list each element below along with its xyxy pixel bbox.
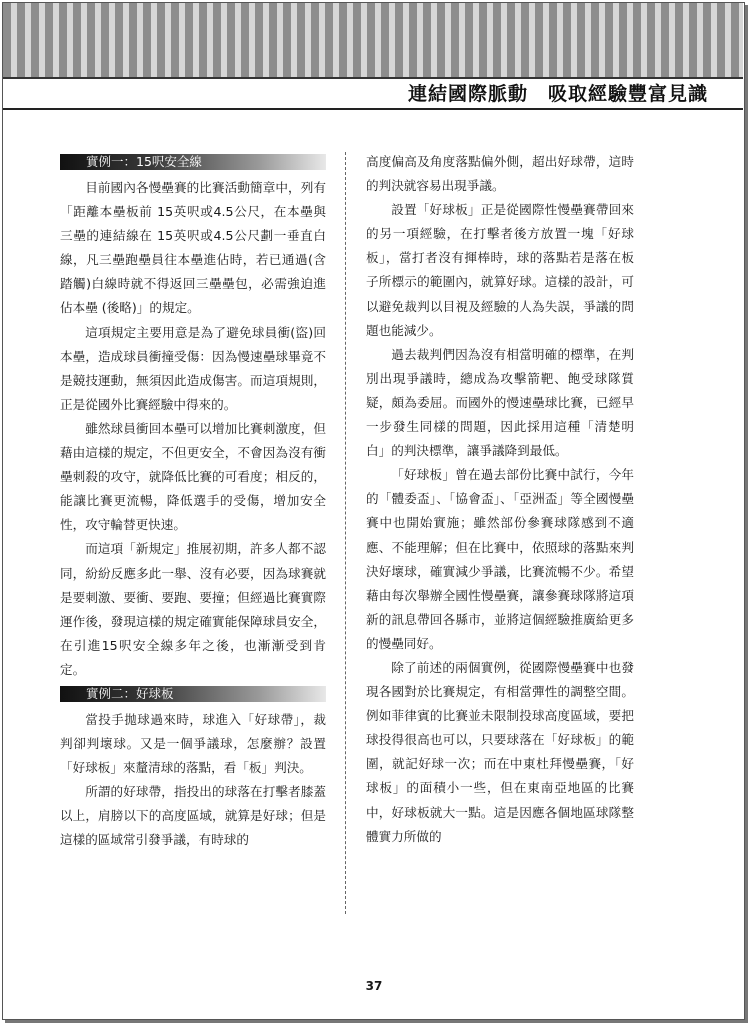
- section-heading-example-1: 實例一：15呎安全線: [60, 154, 326, 170]
- column-divider: [345, 152, 346, 914]
- section-heading-example-2: 實例二：好球板: [60, 686, 326, 702]
- paragraph: 目前國內各慢壘賽的比賽活動簡章中，列有「距離本壘板前 15英呎或4.5公尺，在本壘與三壘的連結線在 15英呎或4.5公尺劃一垂直白線，凡三壘跑壘員往本壘進佔時，若已通過(含踏觸)白線時就不得返回三壘壘包，必需強迫進佔本壘 (後略)」的規定。: [60, 180, 326, 316]
- paragraph: 而這項「新規定」推展初期，許多人都不認同，紛紛反應多此一舉、沒有必要，因為球賽就是要刺激、要衝、要跑、要撞；但經過比賽實際運作後，發現這樣的規定確實能保障球員安全，在引進15呎安全線多年之後，也漸漸受到肯定。: [60, 541, 326, 677]
- paragraph: 「好球板」曾在過去部份比賽中試行，今年的「體委盃」、「協會盃」、「亞洲盃」等全國慢壘賽中也開始實施；雖然部份參賽球隊感到不適應、不能理解；但在比賽中，依照球的落點來判決好壞球，確實減少爭議，比賽流暢不少。希望藉由每次舉辦全國性慢壘賽，讓參賽球隊將這項新的訊息帶回各縣市，並將這個經驗推廣給更多的慢壘同好。: [366, 467, 634, 651]
- left-column: [60, 150, 326, 853]
- right-column: [366, 150, 634, 849]
- paragraph: 除了前述的兩個實例，從國際慢壘賽中也發現各國對於比賽規定，有相當彈性的調整空間。例如菲律賓的比賽並未限制投球高度區域，要把球投得很高也可以，只要球落在「好球板」的範圍，就記好球一次；而在中東杜拜慢壘賽，「好球板」的面積小一些，但在東南亞地區的比賽中，好球板就大一點。這是因應各個地區球隊整體實力所做的: [366, 659, 634, 844]
- page-header-title: 連結國際脈動 吸取經驗豐富見識: [407, 83, 708, 105]
- page-number: 37: [365, 979, 383, 993]
- header-divider: [3, 108, 743, 110]
- paragraph: 雖然球員衝回本壘可以增加比賽刺激度，但藉由這樣的規定，不但更安全，不會因為沒有衝壘刺殺的攻守，就降低比賽的可看度；相反的，能讓比賽更流暢，降低選手的受傷，增加安全性，攻守輪替更快速。: [60, 420, 326, 533]
- paragraph: 高度偏高及角度落點偏外側，超出好球帶，這時的判決就容易出現爭議。: [366, 154, 634, 194]
- paragraph: 設置「好球板」正是從國際性慢壘賽帶回來的另一項經驗，在打擊者後方放置一塊「好球板」，當打者沒有揮棒時，球的落點若是落在板子所標示的範圍內，就算好球。這樣的設計，可以避免裁判以目視及經驗的人為失誤，爭議的問題也能減少。: [366, 202, 634, 338]
- paragraph: 所謂的好球帶，指投出的球落在打擊者膝蓋以上，肩膀以下的高度區域，就算是好球；但是這樣的區域常引發爭議，有時球的: [60, 784, 326, 848]
- paragraph: 當投手拋球過來時，球進入「好球帶」，裁判卻判壞球。又是一個爭議球，怎麼辦？設置「好球板」來釐清球的落點，看「板」判決。: [60, 711, 326, 776]
- paragraph: 這項規定主要用意是為了避免球員衝(盜)回本壘，造成球員衝撞受傷：因為慢速壘球畢竟不是競技運動，無須因此造成傷害。而這項規則，正是從國外比賽經驗中得來的。: [60, 324, 326, 412]
- decorative-stripe-header: [3, 3, 743, 79]
- paragraph: 過去裁判們因為沒有相當明確的標準，在判別出現爭議時，總成為攻擊箭靶、飽受球隊質疑，頗為委屈。而國外的慢速壘球比賽，已經早一步發生同樣的問題，因此採用這種「清楚明白」的判決標準，讓爭議降到最低。: [366, 346, 634, 459]
